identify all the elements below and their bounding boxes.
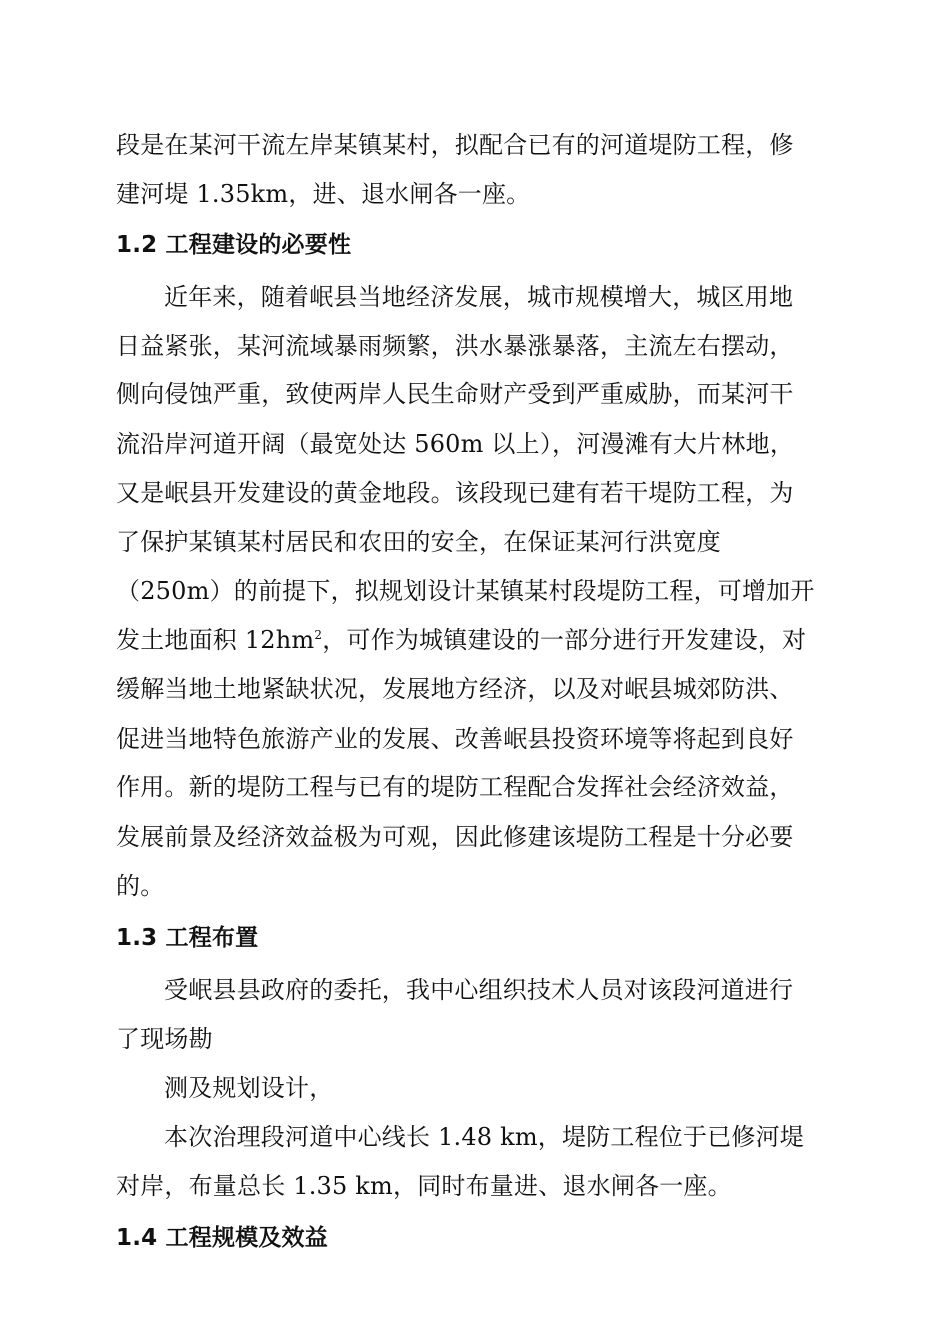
paragraph-line: 的。 xyxy=(116,872,165,900)
paragraph-line: 促进当地特色旅游产业的发展、改善岷县投资环境等将起到良好 xyxy=(116,725,794,753)
paragraph-line: 受岷县县政府的委托，我中心组织技术人员对该段河道进行 xyxy=(164,976,794,1004)
paragraph-line: 发展前景及经济效益极为可观，因此修建该堤防工程是十分必要 xyxy=(116,823,794,851)
paragraph-line: （250m）的前提下，拟规划设计某镇某村段堤防工程，可增加开 xyxy=(116,577,815,605)
section-heading-1-4: 1.4 工程规模及效益 xyxy=(116,1225,328,1251)
paragraph-line: 侧向侵蚀严重，致使两岸人民生命财产受到严重威胁，而某河干 xyxy=(116,380,794,408)
section-heading-1-3: 1.3 工程布置 xyxy=(116,925,259,951)
paragraph-line: 近年来，随着岷县当地经济发展，城市规模增大，城区用地 xyxy=(164,283,794,311)
paragraph-line: 了现场勘 xyxy=(116,1025,213,1053)
paragraph-line: 段是在某河干流左岸某镇某村，拟配合已有的河道堤防工程，修 xyxy=(116,131,794,159)
paragraph-line: 缓解当地土地紧缺状况，发展地方经济，以及对岷县城郊防洪、 xyxy=(116,675,794,703)
paragraph-line: 本次治理段河道中心线长 1.48 km，堤防工程位于已修河堤 xyxy=(164,1123,804,1151)
paragraph-line: 又是岷县开发建设的黄金地段。该段现已建有若干堤防工程，为 xyxy=(116,479,794,507)
paragraph-line: 日益紧张，某河流域暴雨频繁，洪水暴涨暴落，主流左右摆动， xyxy=(116,332,794,360)
paragraph-line: 作用。新的堤防工程与已有的堤防工程配合发挥社会经济效益， xyxy=(116,773,794,801)
paragraph-line-area xyxy=(116,624,836,656)
paragraph-line: 测及规划设计， xyxy=(164,1074,334,1102)
paragraph-line: 了保护某镇某村居民和农田的安全，在保证某河行洪宽度 xyxy=(116,528,721,556)
paragraph-line: 建河堤 1.35km，进、退水闸各一座。 xyxy=(116,180,531,208)
paragraph-line: 对岸，布量总长 1.35 km，同时布量进、退水闸各一座。 xyxy=(116,1172,732,1200)
area-suffix: ，可作为城镇建设的一部分进行开发建设，对 xyxy=(322,626,807,654)
paragraph-line: 流沿岸河道开阔（最宽处达 560m 以上），河漫滩有大片林地， xyxy=(116,430,795,458)
area-prefix: 发土地面积 12hm xyxy=(116,626,315,654)
superscript-2: 2 xyxy=(314,628,323,642)
section-heading-1-2: 1.2 工程建设的必要性 xyxy=(116,232,352,258)
